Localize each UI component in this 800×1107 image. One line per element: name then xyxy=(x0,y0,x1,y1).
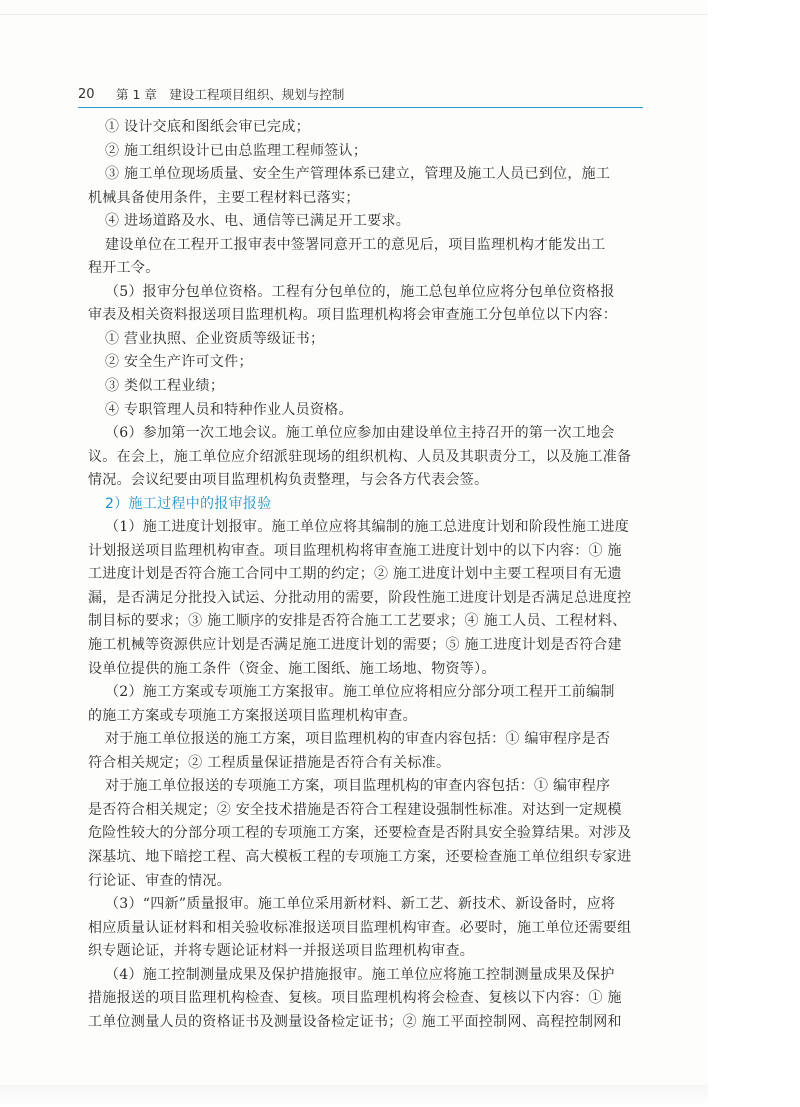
text-line: 对于施工单位报送的专项施工方案，项目监理机构的审查内容包括：① 编审程序 xyxy=(105,778,611,795)
text-line: 议。在会上，施工单位应介绍派驻现场的组织机构、人员及其职责分工，以及施工准备 xyxy=(88,448,632,465)
scan-edge-top xyxy=(0,0,708,15)
text-line: 危险性较大的分部分项工程的专项施工方案，还要检查是否附具安全验算结果。对涉及 xyxy=(88,825,632,842)
text-line: 的施工方案或专项施工方案报送项目监理机构审查。 xyxy=(88,707,417,724)
section-heading: 2）施工过程中的报审报验 xyxy=(105,495,272,512)
text-line: 措施报送的项目监理机构检查、复核。项目监理机构将会检查、复核以下内容：① 施 xyxy=(88,990,622,1007)
text-line: 建设单位在工程开工报审表中签署同意开工的意见后，项目监理机构才能发出工 xyxy=(105,236,606,253)
text-line: ③ 类似工程业绩； xyxy=(105,378,225,395)
text-line: （6）参加第一次工地会议。施工单位应参加由建设单位主持召开的第一次工地会 xyxy=(105,425,615,442)
text-line: 织专题论证，并将专题论证材料一并报送项目监理机构审查。 xyxy=(88,943,475,960)
text-line: 程开工令。 xyxy=(88,260,160,277)
text-line: ③ 施工单位现场质量、安全生产管理体系已建立，管理及施工人员已到位，施工 xyxy=(105,166,611,183)
text-line: 符合相关规定；② 工程质量保证措施是否符合有关标准。 xyxy=(88,754,451,771)
body-text xyxy=(88,116,644,1034)
scan-edge-right xyxy=(708,0,800,1107)
text-line: 情况。会议纪要由项目监理机构负责整理，与会各方代表会签。 xyxy=(88,472,489,489)
text-line: ② 施工组织设计已由总监理工程师签认； xyxy=(105,142,368,159)
text-line: 漏，是否满足分批投入试运、分批动用的需要，阶段性施工进度计划是否满足总进度控 xyxy=(88,589,632,606)
running-header xyxy=(78,86,643,108)
text-line: ① 设计交底和图纸会审已完成； xyxy=(105,119,310,135)
scan-edge-bottom xyxy=(0,1085,708,1107)
text-line: ④ 进场道路及水、电、通信等已满足开工要求。 xyxy=(105,213,411,230)
chapter-title: 第 1 章 建设工程项目组织、规划与控制 xyxy=(116,87,345,102)
text-line: 制目标的要求；③ 施工顺序的安排是否符合施工工艺要求；④ 施工人员、工程材料、 xyxy=(88,613,627,630)
text-line: 计划报送项目监理机构审查。项目监理机构将审查施工进度计划中的以下内容：① 施 xyxy=(88,542,622,559)
page-number: 20 xyxy=(78,87,95,102)
text-line: 对于施工单位报送的施工方案，项目监理机构的审查内容包括：① 编审程序是否 xyxy=(105,731,611,748)
text-line: 设单位提供的施工条件（资金、施工图纸、施工场地、物资等）。 xyxy=(88,660,496,677)
text-line: （4）施工控制测量成果及保护措施报审。施工单位应将施工控制测量成果及保护 xyxy=(105,966,615,983)
text-line: 审表及相关资料报送项目监理机构。项目监理机构将会审查施工分包单位以下内容： xyxy=(88,307,618,324)
text-line: 深基坑、地下暗挖工程、高大模板工程的专项施工方案，还要检查施工单位组织专家进 xyxy=(88,848,632,865)
text-line: ② 安全生产许可文件； xyxy=(105,354,253,371)
text-line: （5）报审分包单位资格。工程有分包单位的，施工总包单位应将分包单位资格报 xyxy=(105,283,615,300)
text-line: 是否符合相关规定；② 安全技术措施是否符合工程建设强制性标准。对达到一定规模 xyxy=(88,801,622,818)
text-line: 机械具备使用条件，主要工程材料已落实； xyxy=(88,189,360,206)
text-line: 行论证、审查的情况。 xyxy=(88,872,231,889)
text-line: 相应质量认证材料和相关验收标准报送项目监理机构审查。必要时，施工单位还需要组 xyxy=(88,919,632,936)
text-line: （1）施工进度计划报审。施工单位应将其编制的施工总进度计划和阶段性施工进度 xyxy=(105,519,630,536)
text-line: 工单位测量人员的资格证书及测量设备检定证书；② 施工平面控制网、高程控制网和 xyxy=(88,1013,622,1030)
text-line: ① 营业执照、企业资质等级证书； xyxy=(105,330,325,347)
text-line: 工进度计划是否符合施工合同中工期的约定；② 施工进度计划中主要工程项目有无遗 xyxy=(88,566,622,583)
text-line: （3）“四新”质量报审。施工单位采用新材料、新工艺、新技术、新设备时，应将 xyxy=(105,896,616,913)
header-rule xyxy=(78,107,643,108)
text-line: ④ 专职管理人员和特种作业人员资格。 xyxy=(105,401,353,418)
text-line: 施工机械等资源供应计划是否满足施工进度计划的需要；⑤ 施工进度计划是否符合建 xyxy=(88,637,622,654)
text-line: （2）施工方案或专项施工方案报审。施工单位应将相应分部分项工程开工前编制 xyxy=(105,684,615,701)
